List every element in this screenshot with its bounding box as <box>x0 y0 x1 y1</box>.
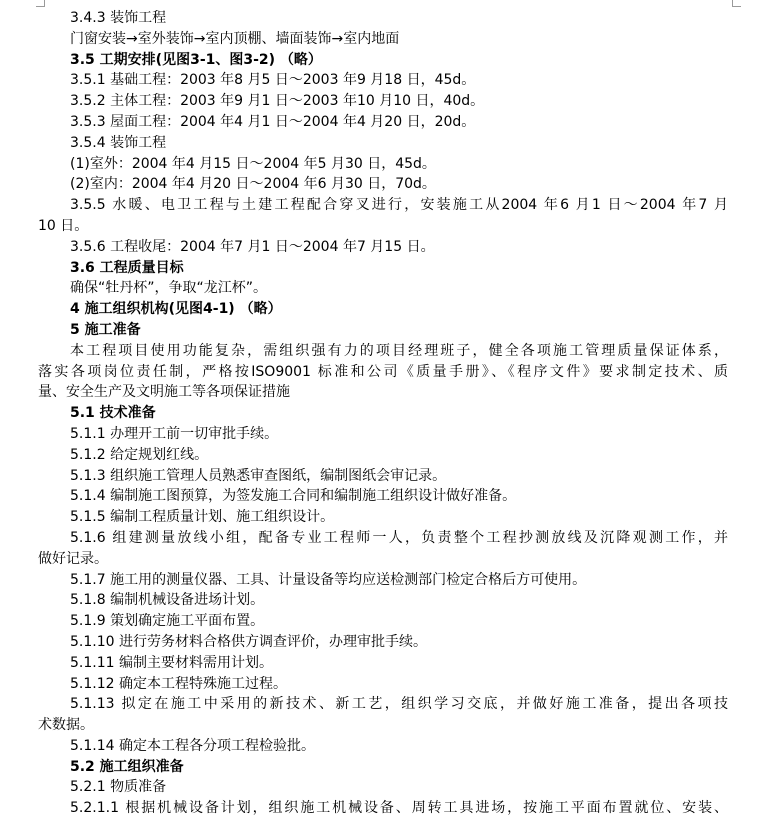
text-line: 5.1.5 编制工程质量计划、施工组织设计。 <box>70 509 335 526</box>
text-line: 5.1.3 组织施工管理人员熟悉审查图纸，编制图纸会审记录。 <box>70 467 447 484</box>
section-heading: 5.1 技术准备 <box>70 405 156 422</box>
text-line: 5.1.9 策划确定施工平面布置。 <box>70 613 265 630</box>
text-line: 术数据。 <box>38 717 94 734</box>
text-line: 5.1.6 组建测量放线小组，配备专业工程师一人，负责整个工程抄测放线及沉降观测工作，并 <box>70 529 728 546</box>
section-heading: 4 施工组织机构(见图4-1) （略） <box>70 301 282 318</box>
text-line: 3.5.6 工程收尾：2004 年7 月1 日～2004 年7 月15 日。 <box>70 238 435 255</box>
text-line: 3.5.3 屋面工程：2004 年4 月1 日～2004 年4 月20 日，20d。 <box>70 113 476 130</box>
section-heading: 5.2 施工组织准备 <box>70 758 184 775</box>
text-line: 3.5.2 主体工程：2003 年9 月1 日～2003 年10 月10 日，40d。 <box>70 93 485 110</box>
text-line: 5.1.10 进行劳务材料合格供方调查评价，办理审批手续。 <box>70 633 427 650</box>
text-line: 5.1.2 给定规划红线。 <box>70 446 209 463</box>
text-line: 落实各项岗位责任制，严格按ISO9001 标准和公司《质量手册》、《程序文件》要求制定技术、质 <box>38 363 728 380</box>
text-line: 5.1.8 编制机械设备进场计划。 <box>70 592 265 609</box>
text-line: 5.1.11 编制主要材料需用计划。 <box>70 654 273 671</box>
text-line: 3.4.3 装饰工程 <box>70 10 167 26</box>
text-line: 5.1.12 确定本工程特殊施工过程。 <box>70 675 287 692</box>
text-line: 5.1.13 拟定在施工中采用的新技术、新工艺，组织学习交底，并做好施工准备，提出各项技 <box>70 696 728 713</box>
section-heading: 3.5 工期安排(见图3-1、图3-2) （略） <box>70 51 322 68</box>
text-line: 5.1.7 施工用的测量仪器、工具、计量设备等均应送检测部门检定合格后方可使用。 <box>70 571 587 588</box>
text-line: 5.1.14 确定本工程各分项工程检验批。 <box>70 737 315 754</box>
page-corner-mark-right <box>732 0 741 7</box>
text-line: (1)室外：2004 年4 月15 日～2004 年5 月30 日，45d。 <box>70 155 436 172</box>
text-line: 3.5.5 水暖、电卫工程与土建工程配合穿叉进行，安装施工从2004 年6 月1 日～2004 年7 月 <box>70 197 728 214</box>
text-line: 3.5.4 装饰工程 <box>70 134 167 151</box>
text-line: 5.2.1 物质准备 <box>70 779 167 796</box>
text-line: 量、安全生产及文明施工等各项保证措施 <box>38 384 290 401</box>
section-heading: 3.6 工程质量目标 <box>70 259 184 276</box>
section-heading: 5 施工准备 <box>70 321 141 338</box>
text-line: 本工程项目使用功能复杂，需组织强有力的项目经理班子，健全各项施工管理质量保证体系， <box>70 342 728 359</box>
text-line: (2)室内：2004 年4 月20 日～2004 年6 月30 日，70d。 <box>70 176 436 193</box>
text-line: 5.2.1.1 根据机械设备计划，组织施工机械设备、周转工具进场，按施工平面布置就位、安装、 <box>70 800 728 817</box>
text-line: 门窗安装→室外装饰→室内顶棚、墙面装饰→室内地面 <box>70 30 400 47</box>
text-line: 3.5.1 基础工程：2003 年8 月5 日～2003 年9 月18 日，45d。 <box>70 72 476 89</box>
document-body <box>38 8 728 819</box>
text-line: 5.1.4 编制施工图预算，为签发施工合同和编制施工组织设计做好准备。 <box>70 488 517 505</box>
page-corner-mark-left <box>36 0 45 7</box>
text-line: 确保“牡丹杯”，争取“龙江杯”。 <box>70 280 268 297</box>
text-line: 10 日。 <box>38 217 89 234</box>
text-line: 5.1.1 办理开工前一切审批手续。 <box>70 425 279 442</box>
text-line: 做好记录。 <box>38 550 108 567</box>
